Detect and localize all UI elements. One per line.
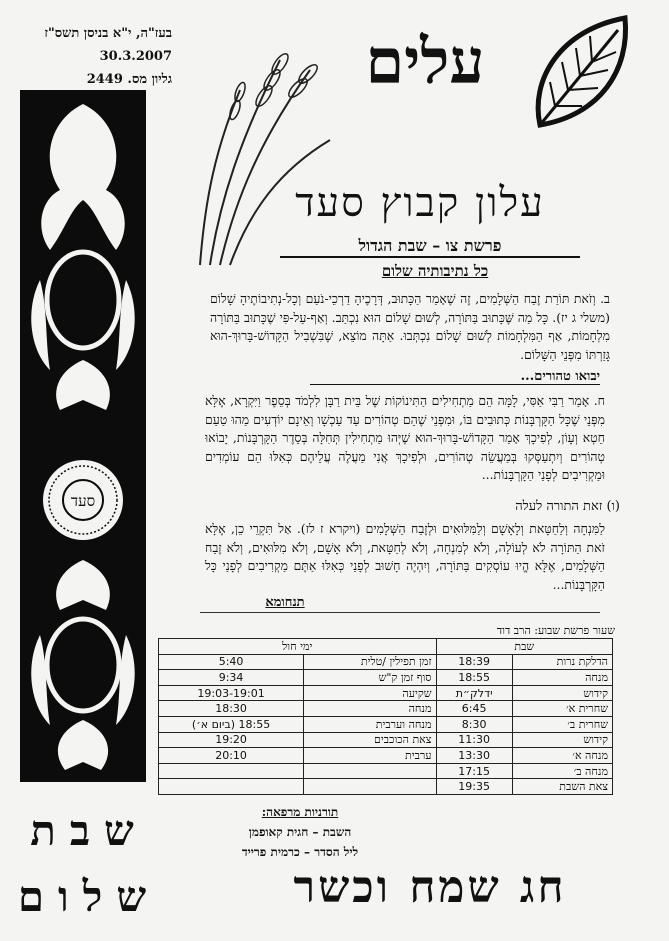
article-title: כל נתיבותיה שלום [381, 262, 489, 280]
credits-line: השבת – חגית קאופמן [248, 825, 352, 839]
weekday-activity: סוף זמן ק"ש [304, 670, 436, 686]
weekday-activity: זמן תפילין /טלית [304, 654, 436, 670]
issue-dating [22, 22, 172, 91]
masthead-logo: עלים [365, 25, 485, 98]
hebrew-date: בעז"ה, י"א בניסן תשס"ז [44, 26, 172, 41]
table-row [159, 654, 613, 670]
shabbat-activity: מנחה א׳ [512, 748, 612, 764]
weekday-time [159, 763, 304, 779]
shabbat-activity: שחרית א׳ [512, 701, 612, 717]
shabbat-activity: הדלקת נרות [512, 654, 612, 670]
weekday-time [159, 779, 304, 795]
shabbat-activity: מנחה ב׳ [512, 763, 612, 779]
shabbat-greeting-line: שלום [17, 872, 161, 921]
prayer-times-body [159, 654, 613, 794]
table-row [159, 685, 613, 701]
shabbat-time: 19:35 [436, 779, 512, 795]
leaf-icon [520, 10, 635, 135]
table-row [159, 716, 613, 732]
weekday-activity: ערבית [304, 748, 436, 764]
holiday-greeting: חג שמח וכשר [293, 862, 567, 913]
weekday-time: 18:55 (ביום א׳) [159, 716, 304, 732]
article-source: תנחומא [265, 595, 305, 610]
prayer-times-table [158, 638, 613, 795]
band-emblem-text: סעד [70, 492, 96, 510]
weekday-activity: מנחה [304, 701, 436, 717]
credits-line: ליל הסדר – כרמית פרייד [241, 845, 359, 859]
weekday-column-header: ימי חול [159, 639, 437, 655]
table-row [159, 763, 613, 779]
gregorian-date: 30.3.2007 [99, 49, 172, 64]
shabbat-activity: קידוש [512, 685, 612, 701]
shabbat-time: 17:15 [436, 763, 512, 779]
decorative-band [20, 90, 146, 782]
shabbat-time: 6:45 [436, 701, 512, 717]
credits-heading: תורניות מרפאה: [261, 805, 339, 819]
shabbat-activity: צאת השבת [512, 779, 612, 795]
weekday-time: 5:40 [159, 654, 304, 670]
clinic-duty-credits [200, 802, 400, 862]
weekday-activity [304, 779, 436, 795]
weekly-lesson-note: שעור פרשת שבוע: הרב דוד [496, 624, 615, 637]
divider [200, 612, 600, 613]
weekday-activity: מנחה וערבית [304, 716, 436, 732]
table-row [159, 748, 613, 764]
weekday-activity: צאת הכוכבים [304, 732, 436, 748]
article-subheading-2: (ו) זאת התורה לעלה [515, 499, 620, 514]
shabbat-time: 18:55 [436, 670, 512, 686]
table-row [159, 670, 613, 686]
shabbat-time: 18:39 [436, 654, 512, 670]
shabbat-greeting [14, 798, 164, 930]
shabbat-activity: מנחה [512, 670, 612, 686]
shabbat-time: 13:30 [436, 748, 512, 764]
article-paragraph-2: ח. אָמַר רַבִּי אַסִּי, לָמָּה הֵם מַתְחִילִים הַתִּינוֹקוֹת שֶׁל בֵּית רַבָּן לִלְמֹד בְּסֵפֶר וַיִּקְרָא, אֶלָּא מִפְּנֵי שֶׁכָּל הַקָּרְבָּנוֹת כְּתוּבִים בּוֹ, וּמִפְּנֵי שֶׁהֵם טְהוֹרִים עַד עַכְשָׁו וְאֵינָם יוֹדְעִים מַהוּ טַעַם חֵטְא וְעָוֹן, לְפִיכָךְ אָמַר הַקָּדוֹשׁ-בָּרוּךְ-הוּא שֶׁיְּהוּ מַתְחִילִין תְּחִלָּה בְּסֵדֶר הַקָּרְבָּנוֹת, יָבוֹאוּ טְהוֹרִים וְיִתְעַסְּקוּ בְּמַעֲשֵׂה טְהוֹרִים, וּלְפִיכָךְ אֲנִי מַעֲלֶה עֲלֵיהֶם כְּאִלּוּ הֵם עוֹמְדִים וּמַקְרִיבִים לְפָנַי הַקָּרְבָּנוֹת... [205, 393, 605, 482]
article-subheading-1: יבואו טהורים... [310, 368, 600, 385]
table-row [159, 732, 613, 748]
weekday-time: 9:34 [159, 670, 304, 686]
table-row [159, 701, 613, 717]
shabbat-column-header: שבת [436, 639, 612, 655]
weekday-time: 19:20 [159, 732, 304, 748]
shabbat-activity: קידוש [512, 732, 612, 748]
shabbat-greeting-line: שבת [30, 806, 148, 855]
table-row [159, 779, 613, 795]
weekday-activity: שקיעה [304, 685, 436, 701]
article-paragraph-1: ב. וְזֹאת תּוֹרַת זֶבַח הַשְּׁלָמִים, זֶה שֶׁאָמַר הַכָּתוּב, דְּרָכֶיהָ דַרְכֵי-נֹעַם וְכָל-נְתִיבוֹתֶיהָ שָׁלוֹם (משלי ג יז). כָּל מַה שֶּׁכָּתוּב בַּתּוֹרָה, לְשׁוּם שָׁלוֹם הוּא נִכְתַּב. וְאַף-עַל-פִּי שֶׁכָּתוּב בַּתּוֹרָה מִלְחָמוֹת, אַף הַמִּלְחָמוֹת לְשׁוּם שָׁלוֹם נִכְתְּבוּ. אַתָּה מוֹצֵא, שֶׁבִּשְׁבִיל הַקָּדוֹשׁ-בָּרוּךְ-הוּא גָּזַרְתּוֹ מִפְּנֵי הַשָּׁלוֹם. [210, 291, 610, 362]
shabbat-activity: שחרית ב׳ [512, 716, 612, 732]
weekday-activity [304, 763, 436, 779]
issue-number: גליון מס. 2449 [86, 72, 172, 87]
shabbat-time: 11:30 [436, 732, 512, 748]
weekday-time: 18:30 [159, 701, 304, 717]
weekday-time: 19:03-19:01 [159, 685, 304, 701]
article-paragraph-3: לַמִּנְחָה וְלַחַטָּאת וְלָאָשָׁם וְלַמִּלּוּאִים וּלְזֶבַח הַשְּׁלָמִים (ויקרא ז לז). אַל תִּקְרֵי כֵן, אֶלָּא זֹאת הַתּוֹרָה לֹא לְעוֹלָה, וְלֹא לְמִנְחָה, וְלֹא לְחַטָּאת, וְלֹא אָשָׁם, וְלֹא מִלּוּאִים, וְלֹא זֶבַח הַשְּׁלָמִים, אֶלָּא הֱיוּ עוֹסְקִים בַּתּוֹרָה, וְיִהְיֶה חָשׁוּב לְפָנַי כְּאִלּוּ אַתֶּם מַקְרִיבִים לְפָנַי כָּל הַקָּרְבָּנוֹת... [205, 521, 605, 592]
table-header-row [159, 639, 613, 655]
parasha-heading: פרשת צו – שבת הגדול [280, 236, 580, 258]
weekday-time: 20:10 [159, 748, 304, 764]
shabbat-time: ידלק״ת [436, 685, 512, 701]
shabbat-time: 8:30 [436, 716, 512, 732]
masthead-subtitle: עלון קבוץ סעד [295, 180, 545, 226]
